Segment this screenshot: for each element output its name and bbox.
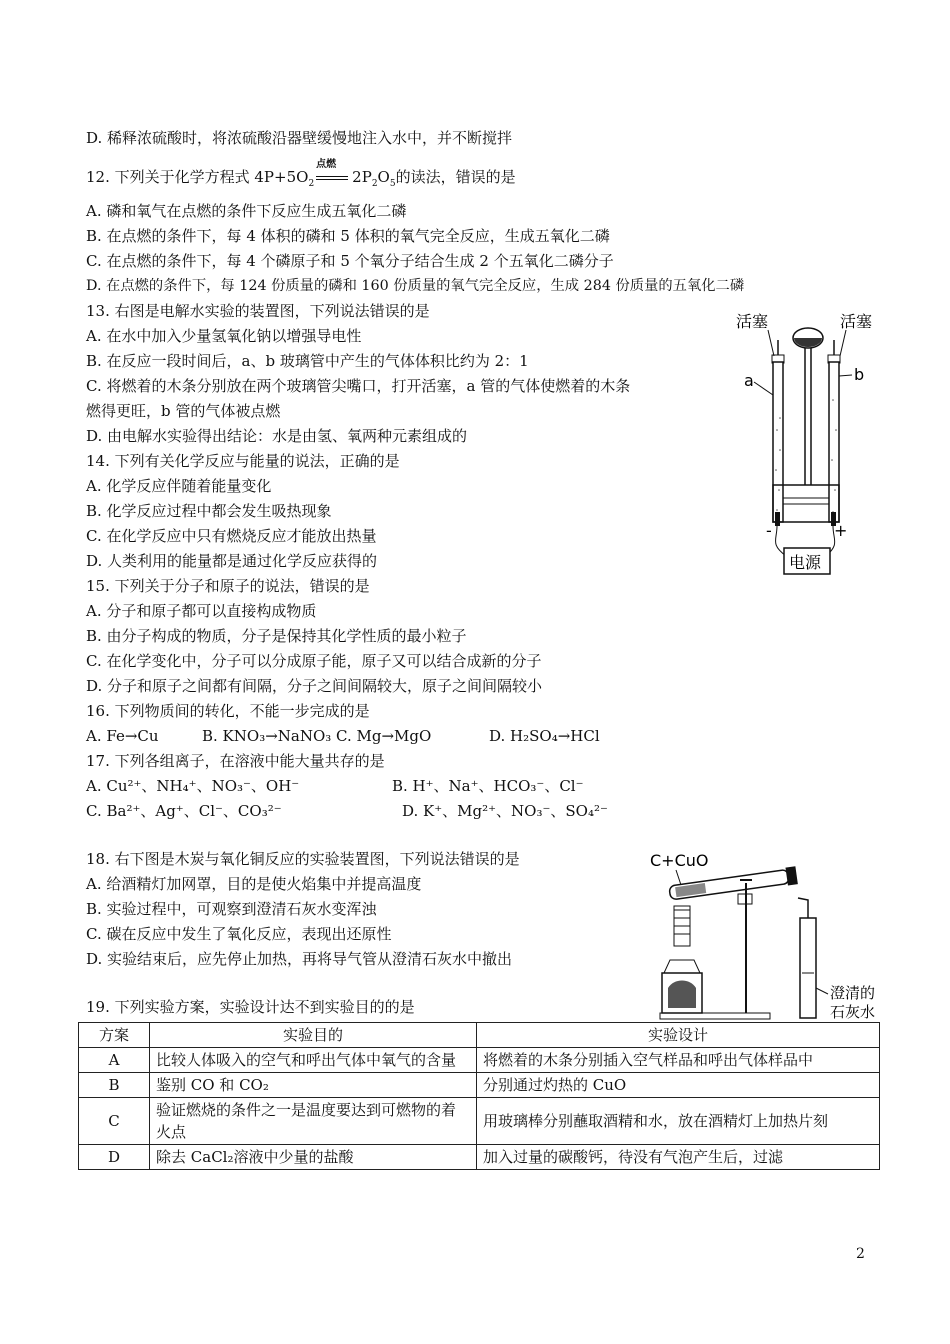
table-cell-design: 分别通过灼热的 CuO	[477, 1073, 880, 1098]
q17-stem: 17. 下列各组离子，在溶液中能大量共存的是	[86, 752, 385, 770]
q18-option-a: A. 给酒精灯加网罩，目的是使火焰集中并提高温度	[86, 875, 422, 893]
table-cell-purpose: 验证燃烧的条件之一是温度要达到可燃物的着火点	[150, 1098, 477, 1145]
q12-option-d: D. 在点燃的条件下，每 124 份质量的磷和 160 份质量的氧气完全反应，生成 284 份质量的五氧化二磷	[86, 278, 745, 294]
q12-text-before: 12. 下列关于化学方程式 4P+5O	[86, 168, 309, 186]
q15-option-d: D. 分子和原子之间都有间隔，分子之间间隔较大，原子之间间隔较小	[86, 677, 543, 695]
q18-option-c: C. 碳在反应中发生了氧化反应，表现出还原性	[86, 925, 392, 943]
q12-product-sub1: 2	[371, 179, 378, 189]
reactants-label: C+CuO	[650, 851, 709, 870]
limewater-label-line1: 澄清的	[830, 984, 876, 1002]
q13-option-a: A. 在水中加入少量氢氧化钠以增强导电性	[86, 327, 362, 345]
q12-condition: 点燃	[316, 159, 337, 170]
table-row	[79, 1145, 880, 1170]
q16-option-b: B. KNO₃→NaNO₃	[202, 727, 332, 745]
q16-stem: 16. 下列物质间的转化，不能一步完成的是	[86, 702, 370, 720]
q16-option-d: D. H₂SO₄→HCl	[489, 727, 600, 745]
q13-option-d: D. 由电解水实验得出结论：水是由氢、氧两种元素组成的	[86, 427, 468, 445]
q19-stem: 19. 下列实验方案，实验设计达不到实验目的的是	[86, 998, 415, 1016]
q17-option-c: C. Ba²⁺、Ag⁺、Cl⁻、CO₃²⁻	[86, 802, 282, 820]
q17-option-d: D. K⁺、Mg²⁺、NO₃⁻、SO₄²⁻	[402, 802, 608, 820]
table-cell-design: 加入过量的碳酸钙，待没有气泡产生后，过滤	[477, 1145, 880, 1170]
q12-o2-sub: 2	[308, 179, 315, 189]
table-header-purpose: 实验目的	[150, 1023, 477, 1048]
q18-option-b: B. 实验过程中，可观察到澄清石灰水变浑浊	[86, 900, 377, 918]
q11-option-d: D. 稀释浓硫酸时，将浓硫酸沿器壁缓慢地注入水中，并不断搅拌	[86, 129, 513, 147]
q15-stem: 15. 下列关于分子和原子的说法，错误的是	[86, 577, 370, 595]
q14-option-a: A. 化学反应伴随着能量变化	[86, 477, 272, 495]
q17-option-a: A. Cu²⁺、NH₄⁺、NO₃⁻、OH⁻	[86, 777, 300, 795]
tube-b-label: b	[854, 365, 865, 384]
table-cell-id: B	[79, 1073, 150, 1098]
table-row	[79, 1048, 880, 1073]
q15-option-b: B. 由分子构成的物质，分子是保持其化学性质的最小粒子	[86, 627, 467, 645]
q12-product-sub2: 5	[389, 179, 396, 189]
q13-option-c: C. 将燃着的木条分别放在两个玻璃管尖嘴口，打开活塞，a 管的气体使燃着的木条	[86, 377, 631, 395]
tube-a-label: a	[744, 371, 754, 390]
table-cell-id: D	[79, 1145, 150, 1170]
table-header-plan: 方案	[79, 1023, 150, 1048]
q13-option-b: B. 在反应一段时间后，a、b 玻璃管中产生的气体体积比约为 2：1	[86, 352, 529, 370]
table-cell-design: 将燃着的木条分别插入空气样品和呼出气体样品中	[477, 1048, 880, 1073]
limewater-label-line2: 石灰水	[830, 1003, 876, 1021]
q14-option-c: C. 在化学反应中只有燃烧反应才能放出热量	[86, 527, 377, 545]
q12-arrow	[314, 159, 352, 185]
table-cell-purpose: 鉴别 CO 和 CO₂	[150, 1073, 477, 1098]
q15-option-a: A. 分子和原子都可以直接构成物质	[86, 602, 317, 620]
q12-option-a: A. 磷和氧气在点燃的条件下反应生成五氧化二磷	[86, 202, 407, 220]
q12-product-o: O	[377, 168, 390, 186]
q12-text-after: 的读法，错误的是	[395, 168, 516, 186]
q18-option-d: D. 实验结束后，应先停止加热，再将导气管从澄清石灰水中撤出	[86, 950, 513, 968]
electrolysis-apparatus-figure	[730, 300, 890, 585]
minus-sign: -	[766, 521, 772, 540]
table-header-design: 实验设计	[477, 1023, 880, 1048]
q17-option-b: B. H⁺、Na⁺、HCO₃⁻、Cl⁻	[392, 777, 584, 795]
q14-option-d: D. 人类利用的能量都是通过化学反应获得的	[86, 552, 378, 570]
q12-option-c: C. 在点燃的条件下，每 4 个磷原子和 5 个氧分子结合生成 2 个五氧化二磷分子	[86, 252, 614, 270]
q18-stem: 18. 右下图是木炭与氧化铜反应的实验装置图，下列说法错误的是	[86, 850, 520, 868]
q16-option-c: C. Mg→MgO	[336, 727, 432, 745]
stopcock-left-label: 活塞	[736, 312, 769, 331]
q14-stem: 14. 下列有关化学反应与能量的说法，正确的是	[86, 452, 400, 470]
table-cell-design: 用玻璃棒分别蘸取酒精和水，放在酒精灯上加热片刻	[477, 1098, 880, 1145]
q13-stem: 13. 右图是电解水实验的装置图，下列说法错误的是	[86, 302, 430, 320]
table-row	[79, 1098, 880, 1145]
table-cell-id: A	[79, 1048, 150, 1073]
q16-option-a: A. Fe→Cu	[86, 727, 159, 745]
q14-option-b: B. 化学反应过程中都会发生吸热现象	[86, 502, 332, 520]
power-source-label: 电源	[789, 553, 822, 572]
page-number: 2	[856, 1246, 865, 1262]
q12-product-p: 2P	[352, 168, 372, 186]
plus-sign: +	[834, 521, 848, 540]
carbon-reduction-apparatus-figure	[640, 848, 895, 1028]
stopcock-right-label: 活塞	[840, 312, 873, 331]
q13-option-c-cont: 燃得更旺，b 管的气体被点燃	[86, 402, 281, 420]
table-row	[79, 1073, 880, 1098]
experiment-table	[78, 1022, 880, 1170]
q15-option-c: C. 在化学变化中，分子可以分成原子能，原子又可以结合成新的分子	[86, 652, 542, 670]
q12-stem	[86, 159, 516, 195]
table-cell-id: C	[79, 1098, 150, 1145]
table-cell-purpose: 比较人体吸入的空气和呼出气体中氧气的含量	[150, 1048, 477, 1073]
q12-equals-sign	[316, 176, 348, 180]
table-cell-purpose: 除去 CaCl₂溶液中少量的盐酸	[150, 1145, 477, 1170]
q12-option-b: B. 在点燃的条件下，每 4 体积的磷和 5 体积的氧气完全反应，生成五氧化二磷	[86, 227, 610, 245]
